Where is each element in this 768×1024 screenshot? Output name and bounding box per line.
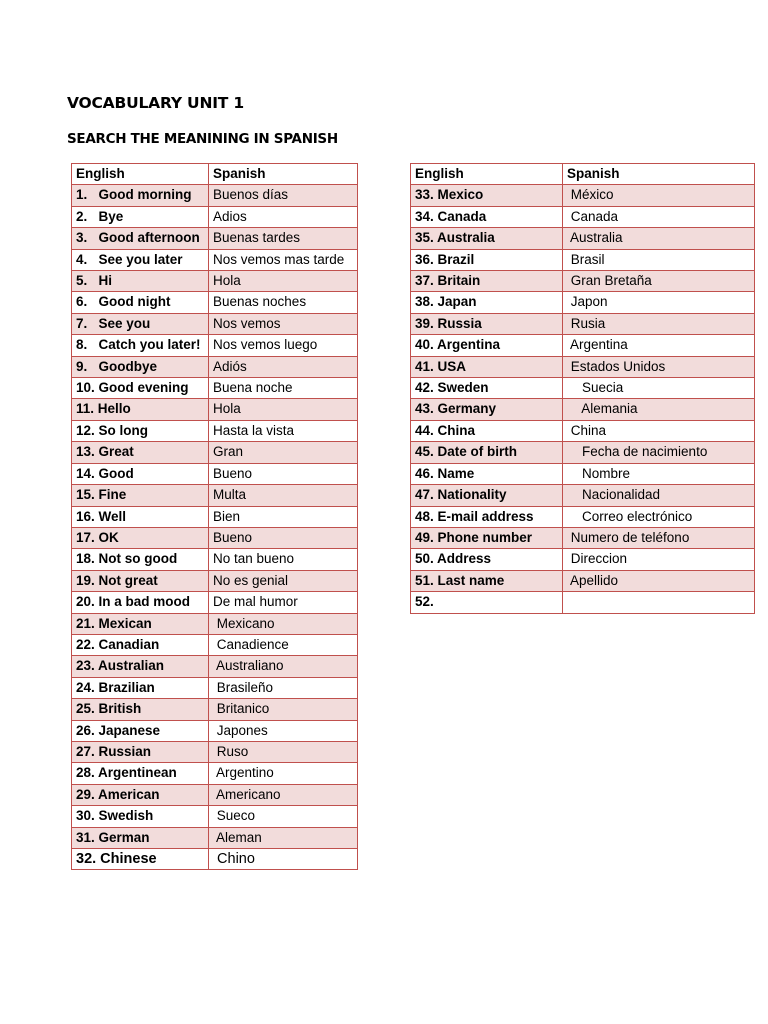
english-term: 18. Not so good — [72, 549, 209, 570]
english-term: 52. — [411, 592, 563, 613]
spanish-translation: China — [563, 420, 755, 441]
column-header-spanish: Spanish — [209, 164, 358, 185]
table-row — [411, 485, 755, 506]
english-term: 31. German — [72, 827, 209, 848]
spanish-translation: Adios — [209, 206, 358, 227]
english-term: 10. Good evening — [72, 378, 209, 399]
spanish-translation: No es genial — [209, 570, 358, 591]
english-term: 23. Australian — [72, 656, 209, 677]
table-row — [72, 720, 358, 741]
english-term: 16. Well — [72, 506, 209, 527]
english-term: 8. Catch you later! — [72, 335, 209, 356]
table-row — [72, 271, 358, 292]
table-row — [72, 378, 358, 399]
english-term: 39. Russia — [411, 313, 563, 334]
table-row — [411, 356, 755, 377]
english-term: 34. Canada — [411, 206, 563, 227]
vocab-table-right — [410, 163, 755, 614]
english-term: 28. Argentinean — [72, 763, 209, 784]
english-term: 13. Great — [72, 442, 209, 463]
spanish-translation: Nos vemos mas tarde — [209, 249, 358, 270]
table-row — [411, 249, 755, 270]
spanish-translation: Argentina — [563, 335, 755, 356]
table-row — [72, 806, 358, 827]
english-term: 49. Phone number — [411, 527, 563, 548]
table-row — [72, 420, 358, 441]
spanish-translation: Nombre — [563, 463, 755, 484]
spanish-translation: Multa — [209, 485, 358, 506]
spanish-translation: Estados Unidos — [563, 356, 755, 377]
spanish-translation: Gran Bretaña — [563, 271, 755, 292]
english-term: 32. Chinese — [72, 849, 209, 870]
spanish-translation: Australiano — [209, 656, 358, 677]
table-row — [411, 463, 755, 484]
table-row — [411, 228, 755, 249]
table-row — [72, 335, 358, 356]
spanish-translation: Hasta la vista — [209, 420, 358, 441]
english-term: 20. In a bad mood — [72, 592, 209, 613]
table-row — [72, 485, 358, 506]
english-term: 3. Good afternoon — [72, 228, 209, 249]
table-row — [72, 463, 358, 484]
table-row — [411, 378, 755, 399]
spanish-translation: Japon — [563, 292, 755, 313]
spanish-translation: Fecha de nacimiento — [563, 442, 755, 463]
english-term: 21. Mexican — [72, 613, 209, 634]
table-row — [72, 634, 358, 655]
spanish-translation: Nos vemos luego — [209, 335, 358, 356]
spanish-translation: Canadience — [209, 634, 358, 655]
table-header-row — [411, 164, 755, 185]
spanish-translation: Buenas noches — [209, 292, 358, 313]
spanish-translation: México — [563, 185, 755, 206]
table-row — [411, 292, 755, 313]
page-title: VOCABULARY UNIT 1 — [67, 94, 244, 112]
spanish-translation: Argentino — [209, 763, 358, 784]
english-term: 17. OK — [72, 527, 209, 548]
table-row — [72, 592, 358, 613]
table-row — [411, 549, 755, 570]
english-term: 5. Hi — [72, 271, 209, 292]
english-term: 35. Australia — [411, 228, 563, 249]
spanish-translation: Bueno — [209, 463, 358, 484]
spanish-translation: Nos vemos — [209, 313, 358, 334]
english-term: 22. Canadian — [72, 634, 209, 655]
english-term: 51. Last name — [411, 570, 563, 591]
table-row — [411, 313, 755, 334]
page-subtitle: SEARCH THE MEANINING IN SPANISH — [67, 131, 338, 147]
english-term: 27. Russian — [72, 741, 209, 762]
english-term: 46. Name — [411, 463, 563, 484]
spanish-translation: Ruso — [209, 741, 358, 762]
table-row — [72, 399, 358, 420]
spanish-translation: Hola — [209, 271, 358, 292]
english-term: 2. Bye — [72, 206, 209, 227]
table-row — [72, 549, 358, 570]
english-term: 30. Swedish — [72, 806, 209, 827]
english-term: 50. Address — [411, 549, 563, 570]
english-term: 40. Argentina — [411, 335, 563, 356]
english-term: 6. Good night — [72, 292, 209, 313]
spanish-translation: Japones — [209, 720, 358, 741]
english-term: 36. Brazil — [411, 249, 563, 270]
column-header-english: English — [411, 164, 563, 185]
table-row — [411, 399, 755, 420]
english-term: 4. See you later — [72, 249, 209, 270]
table-row — [72, 656, 358, 677]
table-row — [72, 827, 358, 848]
spanish-translation: Numero de teléfono — [563, 527, 755, 548]
spanish-translation: Direccion — [563, 549, 755, 570]
spanish-translation: Brasileño — [209, 677, 358, 698]
english-term: 14. Good — [72, 463, 209, 484]
english-term: 37. Britain — [411, 271, 563, 292]
spanish-translation: Buenos días — [209, 185, 358, 206]
english-term: 11. Hello — [72, 399, 209, 420]
column-header-english: English — [72, 164, 209, 185]
spanish-translation: Rusia — [563, 313, 755, 334]
spanish-translation: Nacionalidad — [563, 485, 755, 506]
spanish-translation: De mal humor — [209, 592, 358, 613]
spanish-translation: Bueno — [209, 527, 358, 548]
english-term: 41. USA — [411, 356, 563, 377]
column-header-spanish: Spanish — [563, 164, 755, 185]
table-row — [411, 570, 755, 591]
table-row — [411, 335, 755, 356]
english-term: 26. Japanese — [72, 720, 209, 741]
table-row — [72, 763, 358, 784]
table-row — [411, 206, 755, 227]
table-row — [72, 292, 358, 313]
spanish-translation: Correo electrónico — [563, 506, 755, 527]
spanish-translation: Bien — [209, 506, 358, 527]
spanish-translation: Mexicano — [209, 613, 358, 634]
spanish-translation: Britanico — [209, 699, 358, 720]
table-header-row — [72, 164, 358, 185]
english-term: 25. British — [72, 699, 209, 720]
spanish-translation: Americano — [209, 784, 358, 805]
table-row — [411, 506, 755, 527]
table-row — [411, 420, 755, 441]
spanish-translation: Brasil — [563, 249, 755, 270]
spanish-translation: No tan bueno — [209, 549, 358, 570]
table-row — [411, 592, 755, 613]
english-term: 15. Fine — [72, 485, 209, 506]
english-term: 47. Nationality — [411, 485, 563, 506]
spanish-translation: Adiós — [209, 356, 358, 377]
table-row — [72, 570, 358, 591]
english-term: 45. Date of birth — [411, 442, 563, 463]
table-row — [72, 677, 358, 698]
spanish-translation: Gran — [209, 442, 358, 463]
english-term: 43. Germany — [411, 399, 563, 420]
spanish-translation: Apellido — [563, 570, 755, 591]
spanish-translation: Alemania — [563, 399, 755, 420]
spanish-translation: Australia — [563, 228, 755, 249]
spanish-translation — [563, 592, 755, 613]
english-term: 12. So long — [72, 420, 209, 441]
table-row — [72, 206, 358, 227]
spanish-translation: Aleman — [209, 827, 358, 848]
table-row — [72, 313, 358, 334]
table-row — [411, 271, 755, 292]
table-row — [72, 849, 358, 870]
table-row — [72, 699, 358, 720]
vocab-table-left — [71, 163, 358, 870]
english-term: 1. Good morning — [72, 185, 209, 206]
spanish-translation: Buenas tardes — [209, 228, 358, 249]
table-row — [72, 506, 358, 527]
table-row — [72, 228, 358, 249]
english-term: 7. See you — [72, 313, 209, 334]
table-row — [72, 356, 358, 377]
english-term: 29. American — [72, 784, 209, 805]
table-row — [411, 185, 755, 206]
spanish-translation: Suecia — [563, 378, 755, 399]
table-row — [411, 442, 755, 463]
spanish-translation: Chino — [209, 849, 358, 870]
english-term: 48. E-mail address — [411, 506, 563, 527]
table-row — [72, 249, 358, 270]
spanish-translation: Sueco — [209, 806, 358, 827]
table-row — [72, 784, 358, 805]
english-term: 24. Brazilian — [72, 677, 209, 698]
english-term: 19. Not great — [72, 570, 209, 591]
english-term: 9. Goodbye — [72, 356, 209, 377]
english-term: 38. Japan — [411, 292, 563, 313]
table-row — [411, 527, 755, 548]
english-term: 33. Mexico — [411, 185, 563, 206]
table-row — [72, 613, 358, 634]
spanish-translation: Buena noche — [209, 378, 358, 399]
spanish-translation: Hola — [209, 399, 358, 420]
english-term: 42. Sweden — [411, 378, 563, 399]
spanish-translation: Canada — [563, 206, 755, 227]
table-row — [72, 741, 358, 762]
english-term: 44. China — [411, 420, 563, 441]
table-row — [72, 185, 358, 206]
table-row — [72, 442, 358, 463]
table-row — [72, 527, 358, 548]
